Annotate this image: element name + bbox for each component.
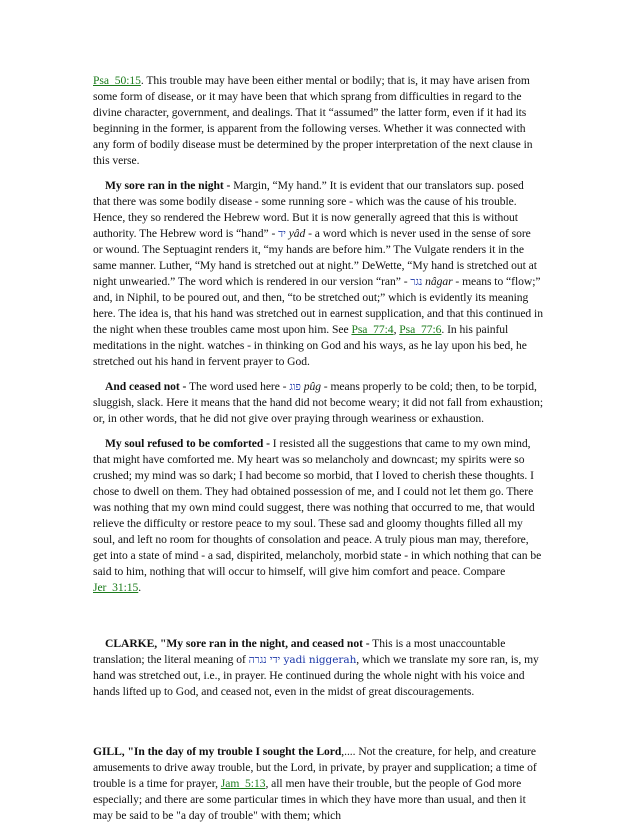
paragraph-text: ,.... Not the creature, for help, and creature amusements to drive away trouble, but the Lord, in private, by prayer and supplication; a time of trouble is a time for prayer, [93,745,537,790]
paragraph-text: - means properly to be cold; then, to be torpid, sluggish, slack. Here it means that the hand did not become weary; it did not fall from exhaustion; or, in other words, that he did not give over praying through weariness or exhaustion. [93,380,543,425]
paragraph-heading: GILL, "In the day of my trouble I sought the Lord [93,745,342,758]
transliteration: yâd [288,227,306,240]
paragraph-text: This is a most unaccountable translation; the literal meaning of [93,637,506,666]
transliteration: nâgar [425,275,453,288]
hebrew-word: פוג [289,381,301,393]
scripture-link[interactable]: Jam_5:13 [220,777,266,790]
paragraph-clarke [93,636,543,700]
paragraph-text: - means to “flow;” and, in Niphil, to be poured out, and then, “to be stretched out;” which is evidently its meaning here. The idea is, that his hand was stretched out in earnest supplication, and that this continued in the night when these troubles came most upon him. See [93,275,543,336]
paragraph-text: The word used here - [186,380,290,393]
transliteration: pûg [303,380,321,393]
paragraph-gill [93,744,543,824]
hebrew-word: יד [278,228,286,240]
scripture-link[interactable]: Psa_77:6 [399,323,442,336]
paragraph-text: I resisted all the suggestions that came to my own mind, that might have comforted me. My heart was so melancholy and downcast; my spirits were so crushed; my mind was so dark; I had become so morbid, that I loved to cherish these thoughts. I chose to dwell on them. They had obtained possession of me, and I could not let them go. There was nothing that my own mind could suggest, there was nothing that occurred to me, that would relieve the difficulty or restore peace to my soul. These sad and gloomy thoughts filled all my soul, and left no room for thoughts of consolation and peace. A truly pious man may, therefore, get into a state of mind - a sad, dispirited, melancholy, morbid state - in which nothing that can be said to him, nothing that will occur to himself, will give him comfort and peace. Compare [93,437,542,578]
paragraph-heading: My soul refused to be comforted - [105,437,270,450]
paragraph-text: . In his painful meditations in the night. watches - in thinking on God and his ways, as he lay upon his bed, he stretched out his hand in fervent prayer to God. [93,323,527,368]
scripture-link[interactable]: Psa_50:15 [93,74,141,87]
paragraph-text: . This trouble may have been either mental or bodily; that is, it may have arisen from some form of disease, or it may have been that which sprang from difficulties in regard to the divine character, government, and dealings. That it “assumed” the latter form, even if it had its beginning in the former, is apparent from the following verses. Whether it was connected with any form of bodily disease must be determined by the proper interpretation of the next clause in this verse. [93,74,533,167]
paragraph-heading: And ceased not - [105,380,187,393]
hebrew-word: ידי נגרה [248,654,281,666]
separator: , [393,323,400,336]
hebrew-word: נגר [410,276,423,288]
paragraph-ceased-not [93,379,543,427]
paragraph-text: , which we translate my sore ran, is, my hand was stretched out, i.e., in prayer. He continued during the whole night with his voice and hands lifted up to God, and ceased not, even in the midst of great discouragements. [93,653,539,698]
paragraph-soul-refused [93,436,543,596]
paragraph-text: Margin, “My hand.” It is evident that our translators sup. posed that there was some bodily disease - some running sore - which was the cause of his trouble. Hence, they so rendered the Hebrew word. But it is now generally agreed that this is without authority. The Hebrew word is “hand” - [93,179,524,240]
transliteration: yadi niggerah [280,654,357,666]
paragraph-heading: CLARKE, "My sore ran in the night, and ceased not - [105,637,370,650]
paragraph-heading: My sore ran in the night - [105,179,231,192]
scripture-link[interactable]: Psa_77:4 [351,323,394,336]
paragraph-sore-ran [93,178,543,370]
paragraph-intro [93,73,543,169]
paragraph-text: . [138,581,142,594]
scripture-link[interactable]: Jer_31:15 [93,581,139,594]
paragraph-text: , all men have their trouble, but the people of God more especially; and there are some particular times in which they have more than usual, and then it may be said to be "a day of trouble" with them; which [93,777,526,822]
paragraph-text: - a word which is never used in the sense of sore or wound. The Septuagint renders it, “my hands are before him.” The Vulgate renders it in the same manner. Luther, “My hand is stretched out at night.” DeWette, “My hand is stretched out at night unwearied.” The word which is rendered in our version “ran” - [93,227,537,288]
document-page [93,73,543,824]
